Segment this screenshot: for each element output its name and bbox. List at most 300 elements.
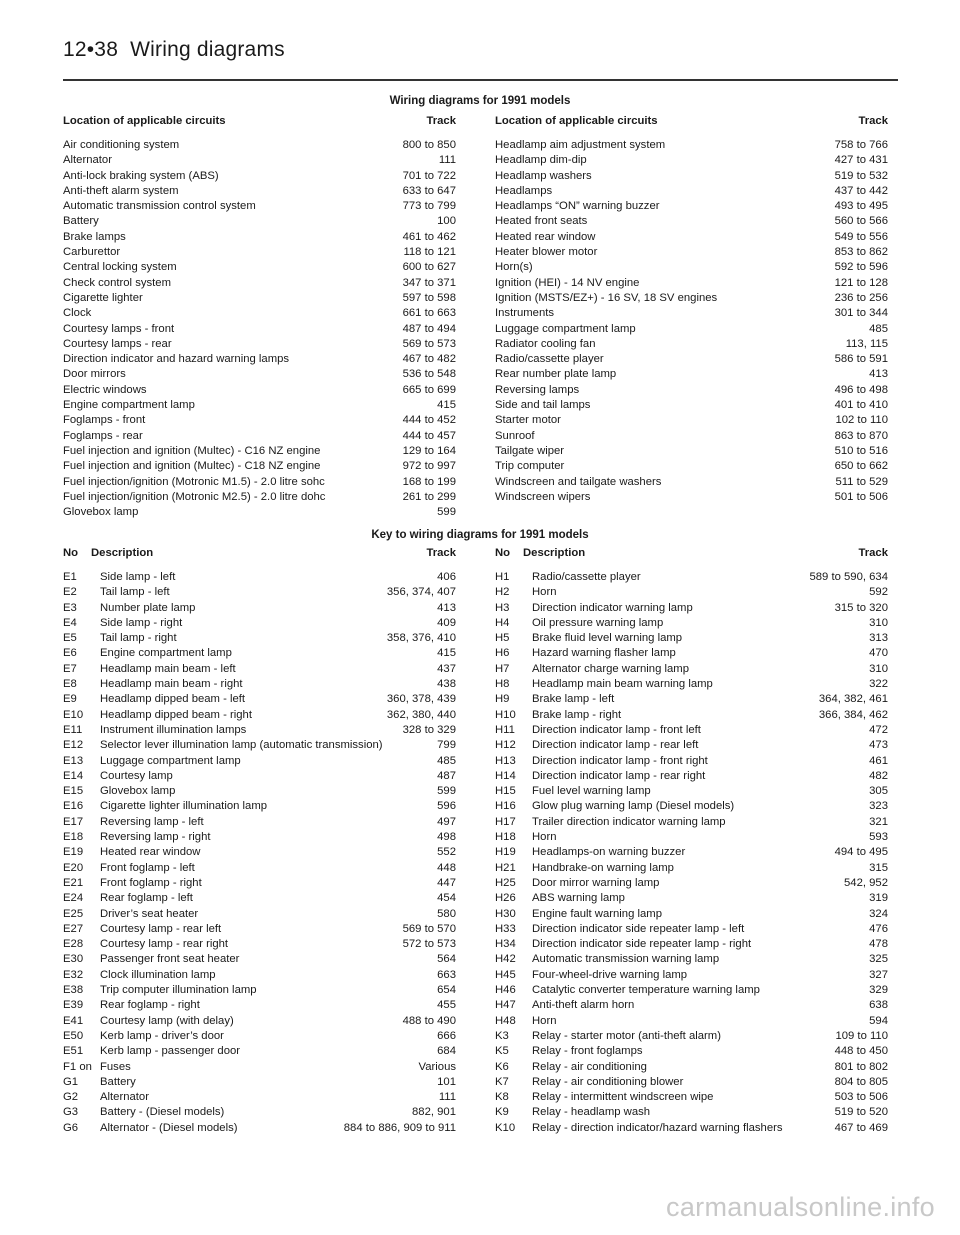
- circuit-name: Heater blower motor: [495, 246, 598, 259]
- key-row: [495, 570, 888, 585]
- circuit-name: Radio/cassette player: [495, 353, 604, 366]
- component-track: 315: [869, 861, 888, 874]
- key-row: [495, 708, 888, 723]
- circuit-track: 665 to 699: [402, 383, 456, 396]
- component-description: Brake lamp - right: [532, 708, 622, 721]
- key-row: [495, 738, 888, 753]
- component-code: E19: [63, 846, 84, 859]
- component-code: H12: [495, 739, 516, 752]
- key-row: [63, 983, 456, 998]
- location-row: [63, 444, 456, 459]
- component-code: E17: [63, 815, 84, 828]
- component-track: 325: [869, 953, 888, 966]
- key-row: [63, 861, 456, 876]
- component-description: Engine compartment lamp: [100, 647, 232, 660]
- key-row: [63, 616, 456, 631]
- location-row: [63, 306, 456, 321]
- circuit-track: 261 to 299: [402, 490, 456, 503]
- circuit-track: 549 to 556: [834, 230, 888, 243]
- circuit-track: 633 to 647: [402, 184, 456, 197]
- key-column-header: [63, 546, 456, 561]
- key-row: [63, 830, 456, 845]
- component-code: G3: [63, 1106, 79, 1119]
- circuit-track: 600 to 627: [402, 261, 456, 274]
- circuit-name: Side and tail lamps: [495, 399, 591, 412]
- circuit-name: Instruments: [495, 307, 555, 320]
- key-row: [495, 1075, 888, 1090]
- location-row: [63, 230, 456, 245]
- circuit-track: 972 to 997: [402, 460, 456, 473]
- component-track: 328 to 329: [402, 723, 456, 736]
- component-code: H11: [495, 723, 515, 736]
- key-row: [63, 585, 456, 600]
- component-track: 580: [437, 907, 456, 920]
- component-description: Door mirror warning lamp: [532, 876, 660, 889]
- circuit-track: 650 to 662: [834, 460, 888, 473]
- component-description: Alternator charge warning lamp: [532, 662, 689, 675]
- circuit-track: 592 to 596: [834, 261, 888, 274]
- circuit-name: Anti-theft alarm system: [63, 184, 179, 197]
- component-track: 804 to 805: [834, 1075, 888, 1088]
- component-track: 310: [869, 616, 888, 629]
- component-track: 476: [869, 922, 888, 935]
- component-description: Kerb lamp - passenger door: [100, 1045, 241, 1058]
- circuit-name: Headlamps “ON” warning buzzer: [495, 200, 660, 213]
- key-header-description: Description: [91, 547, 154, 559]
- circuit-name: Windscreen and tailgate washers: [495, 475, 662, 488]
- circuit-track: 413: [869, 368, 888, 381]
- component-code: E6: [63, 647, 77, 660]
- component-code: H1: [495, 571, 510, 583]
- component-track: 485: [437, 754, 456, 767]
- component-code: E20: [63, 861, 84, 874]
- component-description: Direction indicator warning lamp: [532, 601, 693, 614]
- location-header-track: Track: [858, 115, 888, 127]
- component-track: 882, 901: [412, 1106, 456, 1119]
- location-row: [63, 490, 456, 505]
- circuit-name: Automatic transmission control system: [63, 200, 256, 213]
- location-row: [495, 475, 888, 490]
- component-code: E1: [63, 571, 77, 583]
- component-track: 109 to 110: [835, 1029, 888, 1042]
- circuit-track: 467 to 482: [402, 353, 456, 366]
- key-row: [495, 968, 888, 983]
- page-title: Wiring diagrams: [130, 38, 285, 61]
- key-row: [63, 1044, 456, 1059]
- component-description: Selector lever illumination lamp (automatic transmission): [100, 739, 383, 752]
- component-code: H10: [495, 708, 516, 721]
- location-row: [495, 199, 888, 214]
- component-code: E39: [63, 999, 84, 1012]
- component-track: 455: [437, 999, 456, 1012]
- location-row: [63, 413, 456, 428]
- component-description: Hazard warning flasher lamp: [532, 647, 676, 660]
- circuit-track: 863 to 870: [834, 429, 888, 442]
- component-description: Four-wheel-drive warning lamp: [532, 968, 688, 981]
- circuit-name: Alternator: [63, 154, 112, 167]
- location-row: [495, 214, 888, 229]
- circuit-name: Cigarette lighter: [63, 291, 143, 304]
- key-header-track: Track: [858, 547, 888, 559]
- key-row: [495, 937, 888, 952]
- circuit-track: 800 to 850: [402, 139, 456, 151]
- location-row: [63, 337, 456, 352]
- location-section-title: Wiring diagrams for 1991 models: [389, 95, 571, 107]
- location-row: [495, 398, 888, 413]
- key-row: [63, 631, 456, 646]
- circuit-track: 415: [437, 399, 456, 412]
- component-track: 663: [437, 968, 456, 981]
- key-row: [495, 861, 888, 876]
- key-row: [495, 907, 888, 922]
- component-code: H8: [495, 678, 510, 691]
- component-description: Clock illumination lamp: [100, 968, 216, 981]
- component-track: 572 to 573: [402, 938, 456, 951]
- circuit-name: Rear number plate lamp: [495, 368, 617, 381]
- component-code: E25: [63, 907, 84, 920]
- component-track: 487: [437, 769, 456, 782]
- component-description: Headlamp dipped beam - right: [100, 708, 252, 721]
- component-code: H21: [495, 861, 516, 874]
- circuit-name: Headlamp aim adjustment system: [495, 139, 666, 151]
- component-code: E30: [63, 953, 84, 966]
- key-header-no: No: [495, 547, 511, 559]
- component-description: Relay - air conditioning blower: [532, 1075, 684, 1088]
- circuit-track: 485: [869, 322, 888, 335]
- circuit-track: 586 to 591: [834, 353, 888, 366]
- location-row: [63, 505, 456, 520]
- component-description: Oil pressure warning lamp: [532, 616, 664, 629]
- component-code: K7: [495, 1075, 509, 1088]
- component-track: 482: [869, 769, 888, 782]
- location-row: [495, 429, 888, 444]
- page-header: [63, 38, 285, 62]
- location-row: [63, 429, 456, 444]
- circuit-name: Headlamp dim-dip: [495, 154, 587, 167]
- location-row: [495, 383, 888, 398]
- location-row: [495, 322, 888, 337]
- component-description: Side lamp - right: [100, 616, 183, 629]
- circuit-name: Tailgate wiper: [495, 444, 565, 457]
- circuit-name: Foglamps - front: [63, 414, 146, 427]
- component-track: 589 to 590, 634: [809, 571, 888, 583]
- key-row: [495, 1044, 888, 1059]
- key-row: [63, 1090, 456, 1105]
- circuit-track: 487 to 494: [402, 322, 456, 335]
- component-code: H30: [495, 907, 516, 920]
- circuit-name: Engine compartment lamp: [63, 399, 195, 412]
- key-row: [495, 815, 888, 830]
- location-row: [495, 490, 888, 505]
- component-code: E2: [63, 586, 77, 599]
- component-track: 599: [437, 785, 456, 798]
- component-code: E18: [63, 831, 84, 844]
- component-code: H25: [495, 876, 516, 889]
- circuit-name: Fuel injection/ignition (Motronic M2.5) - 2.0 litre dohc: [63, 490, 326, 503]
- circuit-name: Courtesy lamps - front: [63, 322, 175, 335]
- location-row: [63, 475, 456, 490]
- key-list-left: [63, 570, 456, 1136]
- component-description: Headlamp dipped beam - left: [100, 693, 246, 706]
- component-description: Glow plug warning lamp (Diesel models): [532, 800, 735, 813]
- key-row: [495, 601, 888, 616]
- location-row: [495, 444, 888, 459]
- location-row: [63, 184, 456, 199]
- component-code: E15: [63, 785, 84, 798]
- key-row: [63, 815, 456, 830]
- component-code: G6: [63, 1121, 79, 1134]
- component-description: Driver’s seat heater: [100, 907, 199, 920]
- circuit-track: 510 to 516: [834, 444, 888, 457]
- key-row: [495, 983, 888, 998]
- component-description: Courtesy lamp (with delay): [100, 1014, 234, 1027]
- circuit-name: Fuel injection/ignition (Motronic M1.5) - 2.0 litre sohc: [63, 475, 325, 488]
- component-code: H2: [495, 586, 510, 599]
- component-description: Front foglamp - left: [100, 861, 195, 874]
- key-row: [495, 692, 888, 707]
- component-track: 596: [437, 800, 456, 813]
- component-code: E8: [63, 678, 77, 691]
- component-description: Tail lamp - right: [100, 632, 177, 645]
- circuit-name: Electric windows: [63, 383, 147, 396]
- component-track: 473: [869, 739, 888, 752]
- location-row: [495, 352, 888, 367]
- location-row: [495, 291, 888, 306]
- component-code: H5: [495, 632, 510, 645]
- circuit-track: 102 to 110: [835, 414, 888, 427]
- location-row: [63, 367, 456, 382]
- component-code: E10: [63, 708, 84, 721]
- circuit-name: Starter motor: [495, 414, 561, 427]
- location-row: [63, 199, 456, 214]
- circuit-name: Fuel injection and ignition (Multec) - C18 NZ engine: [63, 460, 321, 473]
- circuit-track: 111: [438, 154, 456, 167]
- circuit-track: 560 to 566: [834, 215, 888, 228]
- key-column-right: [495, 546, 888, 1136]
- circuit-track: 597 to 598: [402, 291, 456, 304]
- component-track: 322: [869, 678, 888, 691]
- component-description: Brake lamp - left: [532, 693, 615, 706]
- component-description: Relay - starter motor (anti-theft alarm): [532, 1029, 721, 1042]
- key-row: [63, 876, 456, 891]
- key-row: [63, 1029, 456, 1044]
- location-row: [495, 245, 888, 260]
- key-header-description: Description: [523, 547, 586, 559]
- component-description: Catalytic converter temperature warning lamp: [532, 984, 760, 997]
- component-code: K10: [495, 1121, 516, 1134]
- component-description: Luggage compartment lamp: [100, 754, 241, 767]
- key-row: [63, 799, 456, 814]
- component-description: Horn: [532, 1014, 557, 1027]
- component-description: Number plate lamp: [100, 601, 196, 614]
- component-description: Direction indicator side repeater lamp - left: [532, 922, 745, 935]
- key-row: [63, 907, 456, 922]
- component-code: H4: [495, 616, 510, 629]
- component-description: Kerb lamp - driver’s door: [100, 1029, 224, 1042]
- key-row: [63, 754, 456, 769]
- location-row: [63, 214, 456, 229]
- circuit-name: Anti-lock braking system (ABS): [63, 169, 219, 182]
- key-row: [495, 1105, 888, 1120]
- circuit-track: 773 to 799: [402, 200, 456, 213]
- location-list-left: [63, 138, 456, 520]
- component-track: 472: [869, 723, 888, 736]
- circuit-track: 236 to 256: [834, 291, 888, 304]
- component-track: 454: [437, 892, 456, 905]
- circuit-name: Windscreen wipers: [495, 490, 591, 503]
- component-track: 324: [869, 907, 888, 920]
- key-row: [495, 1014, 888, 1029]
- location-row: [63, 459, 456, 474]
- component-code: H46: [495, 984, 516, 997]
- component-code: K6: [495, 1060, 509, 1073]
- key-row: [495, 1121, 888, 1136]
- component-description: Headlamps-on warning buzzer: [532, 846, 686, 859]
- component-track: 488 to 490: [402, 1014, 456, 1027]
- key-row: [495, 662, 888, 677]
- key-row: [495, 616, 888, 631]
- component-track: 478: [869, 938, 888, 951]
- component-track: 542, 952: [844, 876, 888, 889]
- circuit-track: 301 to 344: [834, 307, 888, 320]
- circuit-track: 100: [437, 215, 456, 228]
- location-row: [495, 413, 888, 428]
- component-code: H16: [495, 800, 516, 813]
- component-track: 470: [869, 647, 888, 660]
- key-row: [63, 1121, 456, 1136]
- component-track: 448 to 450: [834, 1045, 888, 1058]
- component-description: Heated rear window: [100, 846, 201, 859]
- key-row: [495, 799, 888, 814]
- key-row: [63, 1014, 456, 1029]
- component-code: K9: [495, 1106, 509, 1119]
- component-track: 593: [869, 831, 888, 844]
- key-column-left: [63, 546, 456, 1136]
- component-track: 666: [437, 1029, 456, 1042]
- component-code: H45: [495, 968, 516, 981]
- component-code: H13: [495, 754, 516, 767]
- component-code: H9: [495, 693, 510, 706]
- component-track: 413: [437, 601, 456, 614]
- circuit-name: Heated rear window: [495, 230, 596, 243]
- component-description: ABS warning lamp: [532, 892, 625, 905]
- location-row: [495, 367, 888, 382]
- component-track: 519 to 520: [834, 1106, 888, 1119]
- component-track: 448: [437, 861, 456, 874]
- circuit-name: Central locking system: [63, 261, 177, 274]
- location-row: [495, 138, 888, 153]
- circuit-name: Sunroof: [495, 429, 535, 442]
- key-row: [63, 845, 456, 860]
- component-description: Trailer direction indicator warning lamp: [532, 815, 726, 828]
- component-description: Reversing lamp - left: [100, 815, 204, 828]
- component-description: Trip computer illumination lamp: [100, 984, 257, 997]
- component-description: Direction indicator lamp - front left: [532, 723, 701, 736]
- circuit-track: 599: [437, 506, 456, 519]
- component-code: E9: [63, 693, 77, 706]
- circuit-name: Heated front seats: [495, 215, 588, 228]
- location-row: [63, 245, 456, 260]
- component-description: Direction indicator side repeater lamp - right: [532, 938, 752, 951]
- component-track: 467 to 469: [834, 1121, 888, 1134]
- component-code: E5: [63, 632, 77, 645]
- component-track: 497: [437, 815, 456, 828]
- component-description: Rear foglamp - left: [100, 892, 193, 905]
- key-row: [63, 1075, 456, 1090]
- component-description: Brake fluid level warning lamp: [532, 632, 683, 645]
- component-code: G2: [63, 1091, 79, 1104]
- component-track: 313: [869, 632, 888, 645]
- component-description: Front foglamp - right: [100, 876, 202, 889]
- key-row: [495, 631, 888, 646]
- component-code: K8: [495, 1091, 509, 1104]
- location-row: [495, 153, 888, 168]
- component-code: E16: [63, 800, 84, 813]
- circuit-name: Glovebox lamp: [63, 506, 139, 519]
- key-row: [495, 998, 888, 1013]
- key-row: [63, 998, 456, 1013]
- key-row: [495, 876, 888, 891]
- component-track: 552: [437, 846, 456, 859]
- component-track: 801 to 802: [834, 1060, 888, 1073]
- component-description: Direction indicator lamp - rear left: [532, 739, 699, 752]
- component-code: E11: [63, 723, 83, 736]
- circuit-name: Ignition (MSTS/EZ+) - 16 SV, 18 SV engines: [495, 291, 718, 304]
- component-description: Alternator: [100, 1091, 149, 1104]
- component-track: 684: [437, 1045, 456, 1058]
- location-row: [495, 276, 888, 291]
- key-column-header: [495, 546, 888, 561]
- location-row: [63, 260, 456, 275]
- component-track: 498: [437, 831, 456, 844]
- component-code: K3: [495, 1029, 509, 1042]
- circuit-name: Reversing lamps: [495, 383, 580, 396]
- location-row: [495, 306, 888, 321]
- key-row: [63, 646, 456, 661]
- key-row: [63, 784, 456, 799]
- component-code: H33: [495, 922, 516, 935]
- location-header-label: Location of applicable circuits: [495, 115, 658, 127]
- key-row: [495, 1060, 888, 1075]
- key-row: [495, 754, 888, 769]
- component-track: 356, 374, 407: [386, 586, 456, 599]
- component-description: Cigarette lighter illumination lamp: [100, 800, 268, 813]
- key-row: [63, 769, 456, 784]
- component-code: E28: [63, 938, 84, 951]
- component-track: 406: [437, 571, 456, 583]
- component-track: 415: [437, 647, 456, 660]
- circuit-name: Courtesy lamps - rear: [63, 337, 172, 350]
- component-description: Relay - air conditioning: [532, 1060, 647, 1073]
- component-code: H14: [495, 769, 516, 782]
- component-description: Direction indicator lamp - front right: [532, 754, 708, 767]
- component-code: E12: [63, 739, 84, 752]
- component-track: 437: [437, 662, 456, 675]
- circuit-track: 121 to 128: [834, 276, 888, 289]
- key-header-no: No: [63, 547, 79, 559]
- component-description: Horn: [532, 831, 557, 844]
- location-row: [63, 398, 456, 413]
- circuit-track: 168 to 199: [402, 475, 456, 488]
- component-code: E32: [63, 968, 84, 981]
- key-row: [495, 845, 888, 860]
- key-row: [495, 891, 888, 906]
- component-description: Headlamp main beam warning lamp: [532, 678, 713, 691]
- key-row: [63, 662, 456, 677]
- component-code: G1: [63, 1075, 79, 1088]
- component-track: 494 to 495: [834, 846, 888, 859]
- component-description: Radio/cassette player: [532, 571, 641, 583]
